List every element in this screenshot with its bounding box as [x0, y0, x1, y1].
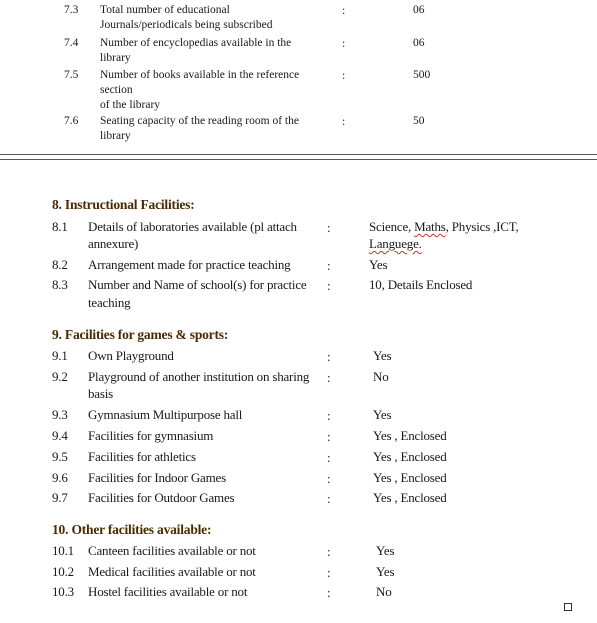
item-label: Medical facilities available or not [88, 564, 256, 579]
item-colon: : [327, 565, 331, 580]
section-rule [0, 154, 597, 155]
item-value: Yes , Enclosed [373, 470, 447, 485]
item-label: Facilities for Outdoor Games [88, 490, 235, 505]
item-number: 10.3 [52, 584, 74, 599]
item-number: 9.2 [52, 369, 68, 384]
item-colon: : [327, 278, 331, 293]
item-label: Journals/periodicals being subscribed [100, 19, 273, 31]
item-value: No [373, 369, 389, 384]
item-number: 8.3 [52, 277, 68, 292]
item-label: teaching [88, 295, 131, 310]
section-rule [0, 159, 597, 160]
item-colon: : [342, 116, 346, 128]
item-label: Facilities for Indoor Games [88, 470, 226, 485]
item-colon: : [342, 38, 346, 50]
item-label: Number and Name of school(s) for practice [88, 277, 307, 292]
item-value: 06 [413, 37, 425, 49]
item-number: 10.1 [52, 543, 74, 558]
item-value: 500 [413, 69, 431, 81]
item-number: 7.4 [64, 37, 79, 49]
item-colon: : [327, 408, 331, 423]
item-value: Yes , Enclosed [373, 428, 447, 443]
item-colon: : [327, 220, 331, 235]
item-label: Own Playground [88, 348, 174, 363]
item-label: of the library [100, 99, 161, 111]
item-number: 7.6 [64, 115, 79, 127]
item-value: Yes , Enclosed [373, 449, 447, 464]
item-label: Total number of educational [100, 4, 230, 16]
item-number: 9.7 [52, 490, 68, 505]
item-label: Arrangement made for practice teaching [88, 257, 291, 272]
item-number: 9.6 [52, 470, 68, 485]
item-colon: : [342, 70, 346, 82]
item-label: section [100, 84, 133, 96]
section-heading: 10. Other facilities available: [52, 522, 212, 537]
item-value: Science, Maths, Physics ,ICT, [369, 219, 519, 234]
item-value: Yes [376, 564, 395, 579]
item-value: Yes [376, 543, 395, 558]
item-colon: : [327, 585, 331, 600]
item-number: 9.4 [52, 428, 68, 443]
item-label: Hostel facilities available or not [88, 584, 248, 599]
item-label: basis [88, 386, 114, 401]
item-label: Canteen facilities available or not [88, 543, 256, 558]
item-value: Yes [373, 407, 392, 422]
item-label: Facilities for gymnasium [88, 428, 214, 443]
item-label: Seating capacity of the reading room of the [100, 115, 299, 127]
section-heading: 9. Facilities for games & sports: [52, 327, 229, 342]
item-value: No [376, 584, 392, 599]
end-marker-icon [564, 603, 572, 611]
item-number: 8.1 [52, 219, 68, 234]
item-number: 9.3 [52, 407, 68, 422]
item-label: Facilities for athletics [88, 449, 196, 464]
item-number: 7.5 [64, 69, 79, 81]
item-value: Languege. [369, 236, 422, 251]
item-colon: : [327, 544, 331, 559]
item-label: library [100, 130, 131, 142]
item-number: 10.2 [52, 564, 74, 579]
section-heading: 8. Instructional Facilities: [52, 197, 195, 212]
item-label: Gymnasium Multipurpose hall [88, 407, 243, 422]
item-label: Number of books available in the reference [100, 69, 300, 81]
item-label: Number of encyclopedias available in the [100, 37, 292, 49]
item-value: 10, Details Enclosed [369, 277, 473, 292]
item-colon: : [342, 5, 346, 17]
item-colon: : [327, 450, 331, 465]
item-colon: : [327, 471, 331, 486]
item-label: Details of laboratories available (pl attach [88, 219, 297, 234]
item-colon: : [327, 258, 331, 273]
item-number: 7.3 [64, 4, 79, 16]
item-value: 06 [413, 4, 425, 16]
item-value: Yes , Enclosed [373, 490, 447, 505]
item-value: Yes [373, 348, 392, 363]
item-number: 9.1 [52, 348, 68, 363]
item-value: 50 [413, 115, 425, 127]
item-label: annexure) [88, 236, 139, 251]
item-value: Yes [369, 257, 388, 272]
item-number: 8.2 [52, 257, 68, 272]
item-colon: : [327, 429, 331, 444]
item-label: library [100, 52, 131, 64]
item-label: Playground of another institution on sharing [88, 369, 310, 384]
item-number: 9.5 [52, 449, 68, 464]
item-colon: : [327, 370, 331, 385]
item-colon: : [327, 491, 331, 506]
item-colon: : [327, 349, 331, 364]
